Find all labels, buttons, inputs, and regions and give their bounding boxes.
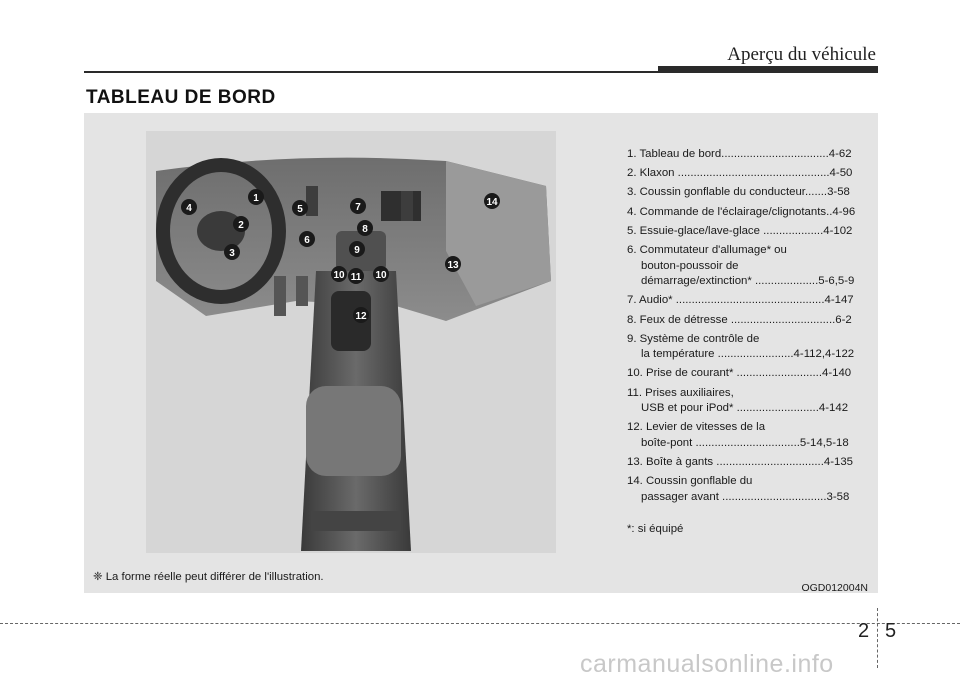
callout-1 bbox=[248, 189, 264, 205]
list-item: 6. Commutateur d'allumage* ou bouton-poussoir de démarrage/extinction* ....................5-6,5-9 bbox=[627, 243, 855, 288]
svg-text:13: 13 bbox=[447, 260, 459, 271]
svg-text:6: 6 bbox=[304, 235, 310, 246]
equipment-footnote: *: si équipé bbox=[627, 523, 684, 535]
callout-14 bbox=[484, 193, 500, 209]
illustration-note: ❈ La forme réelle peut différer de l'illustration. bbox=[93, 571, 324, 583]
header-rule bbox=[84, 71, 878, 73]
image-code: OGD012004N bbox=[801, 582, 868, 594]
callout-5 bbox=[292, 200, 308, 216]
list-item: 2. Klaxon ................................................4-50 bbox=[627, 167, 853, 180]
list-item: 13. Boîte à gants ..................................4-135 bbox=[627, 456, 854, 469]
svg-text:4: 4 bbox=[186, 203, 192, 214]
list-item: 8. Feux de détresse .................................6-2 bbox=[627, 313, 852, 326]
page-number-divider bbox=[877, 608, 878, 668]
svg-text:10: 10 bbox=[333, 270, 345, 281]
callout-10-left bbox=[331, 266, 347, 282]
svg-text:10: 10 bbox=[375, 270, 387, 281]
list-item: 11. Prises auxiliaires, USB et pour iPod* ..........................4-142 bbox=[627, 386, 849, 415]
content-panel bbox=[84, 113, 878, 593]
svg-text:3: 3 bbox=[229, 248, 235, 259]
watermark: carmanualsonline.info bbox=[580, 650, 834, 678]
list-item: 9. Système de contrôle de la température ........................4-112,4-122 bbox=[627, 332, 855, 361]
callout-12 bbox=[353, 307, 369, 323]
svg-text:14: 14 bbox=[486, 197, 498, 208]
svg-text:8: 8 bbox=[362, 224, 368, 235]
callout-4 bbox=[181, 199, 197, 215]
callout-2 bbox=[233, 216, 249, 232]
header-title: Aperçu du véhicule bbox=[727, 44, 876, 65]
svg-text:2: 2 bbox=[238, 220, 244, 231]
svg-text:5: 5 bbox=[297, 204, 303, 215]
page-footer-rule bbox=[0, 623, 960, 624]
list-item: 12. Levier de vitesses de la boîte-pont .................................5-14,5-18 bbox=[627, 421, 849, 450]
section-title: TABLEAU DE BORD bbox=[86, 87, 276, 108]
callout-10-right bbox=[373, 266, 389, 282]
callout-9 bbox=[349, 241, 365, 257]
list-item: 5. Essuie-glace/lave-glace ...................4-102 bbox=[627, 224, 853, 237]
callout-11 bbox=[348, 268, 364, 284]
callout-7 bbox=[350, 198, 366, 214]
dashboard-illustration-svg bbox=[146, 131, 556, 553]
svg-text:12: 12 bbox=[355, 311, 367, 322]
list-item: 1. Tableau de bord..................................4-62 bbox=[627, 148, 852, 160]
callout-13 bbox=[445, 256, 461, 272]
svg-text:7: 7 bbox=[355, 202, 361, 213]
dashboard-illustration bbox=[146, 131, 556, 553]
list-item: 14. Coussin gonflable du passager avant .................................3-58 bbox=[627, 475, 850, 503]
svg-text:9: 9 bbox=[354, 245, 360, 256]
list-item: 7. Audio* ...............................................4-147 bbox=[627, 294, 854, 307]
svg-text:11: 11 bbox=[350, 272, 362, 283]
component-list bbox=[627, 147, 877, 509]
list-item: 4. Commande de l'éclairage/clignotants..4-96 bbox=[627, 205, 856, 218]
list-item: 3. Coussin gonflable du conducteur.......3-58 bbox=[627, 186, 850, 199]
page-number: 5 bbox=[885, 620, 897, 642]
svg-text:1: 1 bbox=[253, 193, 259, 204]
callout-6 bbox=[299, 231, 315, 247]
callout-3 bbox=[224, 244, 240, 260]
chapter-number: 2 bbox=[858, 620, 870, 642]
callout-8 bbox=[357, 220, 373, 236]
list-item: 10. Prise de courant* ...........................4-140 bbox=[627, 367, 852, 380]
